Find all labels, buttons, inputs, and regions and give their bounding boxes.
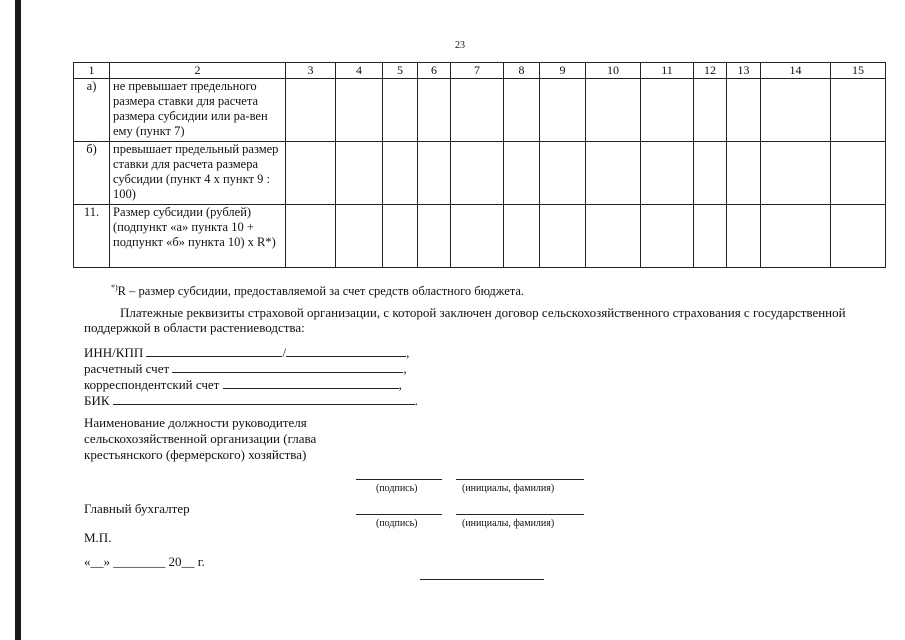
inn-kpp-line: ИНН/КПП / , [84,345,410,360]
payment-requisites-paragraph: Платежные реквизиты страховой организации, с которой заключен договор сельскохозяйственного страхования с государственной поддержкой в области растениеводства: [84,305,846,335]
table-cell [641,79,694,142]
table-cell [831,79,886,142]
table-cell [540,205,586,268]
initials-caption: (инициалы, фамилия) [462,483,555,494]
table-cell [383,142,418,205]
column-number: 4 [336,63,383,79]
binding-edge [15,0,21,640]
table-cell [761,79,831,142]
row-description: Размер субсидии (рублей) (подпункт «а» пункта 10 + подпункт «б» пункта 10) х R*) [110,205,286,268]
table-cell [694,205,727,268]
column-number: 13 [727,63,761,79]
table-cell [451,205,504,268]
column-number: 9 [540,63,586,79]
column-number: 10 [586,63,641,79]
corr-account-field[interactable] [223,377,399,389]
bik-line: БИК . [84,393,419,408]
table-cell [694,142,727,205]
table-cell [451,79,504,142]
column-number: 14 [761,63,831,79]
column-number: 15 [831,63,886,79]
table-cell [504,142,540,205]
table-cell [586,79,641,142]
table-cell [727,79,761,142]
head-position-title: Наименование должности руководителя сельскохозяйственной организации (глава крестьянского (фермерского) хозяйства) [84,415,317,462]
column-number: 6 [418,63,451,79]
column-number: 7 [451,63,504,79]
table-cell [286,205,336,268]
table-cell [761,142,831,205]
bik-field[interactable] [113,393,415,405]
row-number: а) [74,79,110,142]
head-signature-line[interactable] [356,479,442,480]
table-cell [418,79,451,142]
table-cell [336,142,383,205]
table-cell [418,142,451,205]
table-cell [831,142,886,205]
accountant-signature-line[interactable] [356,514,442,515]
kpp-field[interactable] [286,345,406,357]
table-cell [336,205,383,268]
account-field[interactable] [172,361,403,373]
table-cell [383,79,418,142]
table-row [74,142,886,205]
table-cell [727,205,761,268]
table-cell [831,205,886,268]
table-cell [286,142,336,205]
inn-field[interactable] [146,345,282,357]
corr-account-label: корреспондентский счет [84,377,220,392]
column-number: 11 [641,63,694,79]
chief-accountant-label: Главный бухгалтер [84,501,190,516]
initials-caption: (инициалы, фамилия) [462,518,555,529]
table-cell [336,79,383,142]
bottom-rule [420,579,544,580]
column-number: 2 [110,63,286,79]
inn-kpp-label: ИНН/КПП [84,345,144,360]
row-number: б) [74,142,110,205]
row-description: превышает предельный размер ставки для расчета размера субсидии (пункт 4 х пункт 9 : 100) [110,142,286,205]
table-row [74,79,886,142]
table-cell [383,205,418,268]
table-row [74,205,886,268]
column-number: 5 [383,63,418,79]
subsidy-table [73,62,886,268]
table-cell [586,205,641,268]
table-cell [418,205,451,268]
inn-kpp-separator: / [282,345,287,360]
column-number: 8 [504,63,540,79]
table-cell [641,142,694,205]
column-number-row [74,63,886,79]
footnote-text: R – размер субсидии, предоставляемой за счет средств областного бюджета. [117,284,525,299]
bik-label: БИК [84,393,110,408]
stamp-place: М.П. [84,530,112,545]
corr-account-line: корреспондентский счет , [84,377,402,392]
table-cell [641,205,694,268]
accountant-initials-line[interactable] [456,514,584,515]
column-number: 12 [694,63,727,79]
table-cell [540,79,586,142]
page-number: 23 [455,40,465,51]
table-cell [286,79,336,142]
table-cell [761,205,831,268]
date-line[interactable]: «__» ________ 20__ г. [84,554,205,569]
footnote [111,283,524,299]
account-label: расчетный счет [84,361,170,376]
head-initials-line[interactable] [456,479,584,480]
table-cell [504,79,540,142]
table-cell [504,205,540,268]
table-cell [694,79,727,142]
table-cell [586,142,641,205]
account-line: расчетный счет , [84,361,407,376]
signature-caption: (подпись) [376,518,418,529]
table-cell [451,142,504,205]
signature-caption: (подпись) [376,483,418,494]
table-cell [540,142,586,205]
column-number: 1 [74,63,110,79]
footnote-mark: *) [111,283,118,292]
table-cell [727,142,761,205]
column-number: 3 [286,63,336,79]
row-number: 11. [74,205,110,268]
row-description: не превышает предельного размера ставки для расчета размера субсидии или ра-вен ему (пункт 7) [110,79,286,142]
